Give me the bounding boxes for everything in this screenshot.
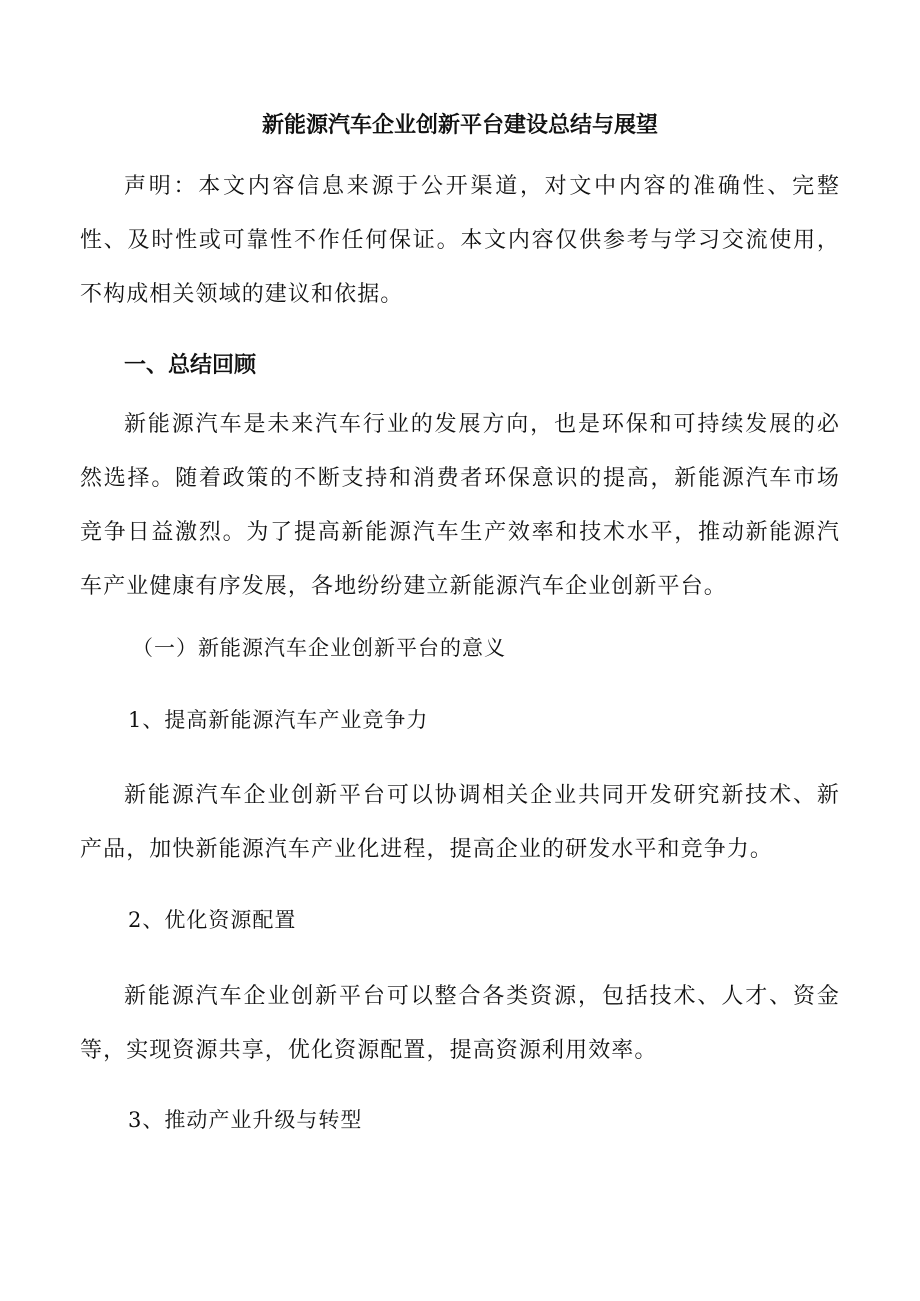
document-title: 新能源汽车企业创新平台建设总结与展望 [261,113,658,138]
intro-paragraph: 新能源汽车是未来汽车行业的发展方向，也是环保和可持续发展的必然选择。随着政策的不断支持和消费者环保意识的提高，新能源汽车市场竞争日益激烈。为了提高新能源汽车生产效率和技术水平，推动新能源汽车产业健康有序发展，各地纷纷建立新能源汽车企业创新平台。 [80,412,840,599]
item-heading-1: 1、提高新能源汽车产业竞争力 [128,708,429,732]
section-heading-summary: 一、总结回顾 [124,353,257,378]
disclaimer-paragraph: 声明：本文内容信息来源于公开渠道，对文中内容的准确性、完整性、及时性或可靠性不作任何保证。本文内容仅供参考与学习交流使用，不构成相关领域的建议和依据。 [80,174,840,307]
item-body-1: 新能源汽车企业创新平台可以协调相关企业共同开发研究新技术、新产品，加快新能源汽车产业化进程，提高企业的研发水平和竞争力。 [80,783,840,862]
item-body-2: 新能源汽车企业创新平台可以整合各类资源，包括技术、人才、资金等，实现资源共享，优化资源配置，提高资源利用效率。 [80,984,840,1063]
item-heading-2: 2、优化资源配置 [128,908,297,932]
subsection-heading-significance: （一）新能源汽车企业创新平台的意义 [132,636,506,660]
item-heading-3: 3、推动产业升级与转型 [128,1108,363,1132]
